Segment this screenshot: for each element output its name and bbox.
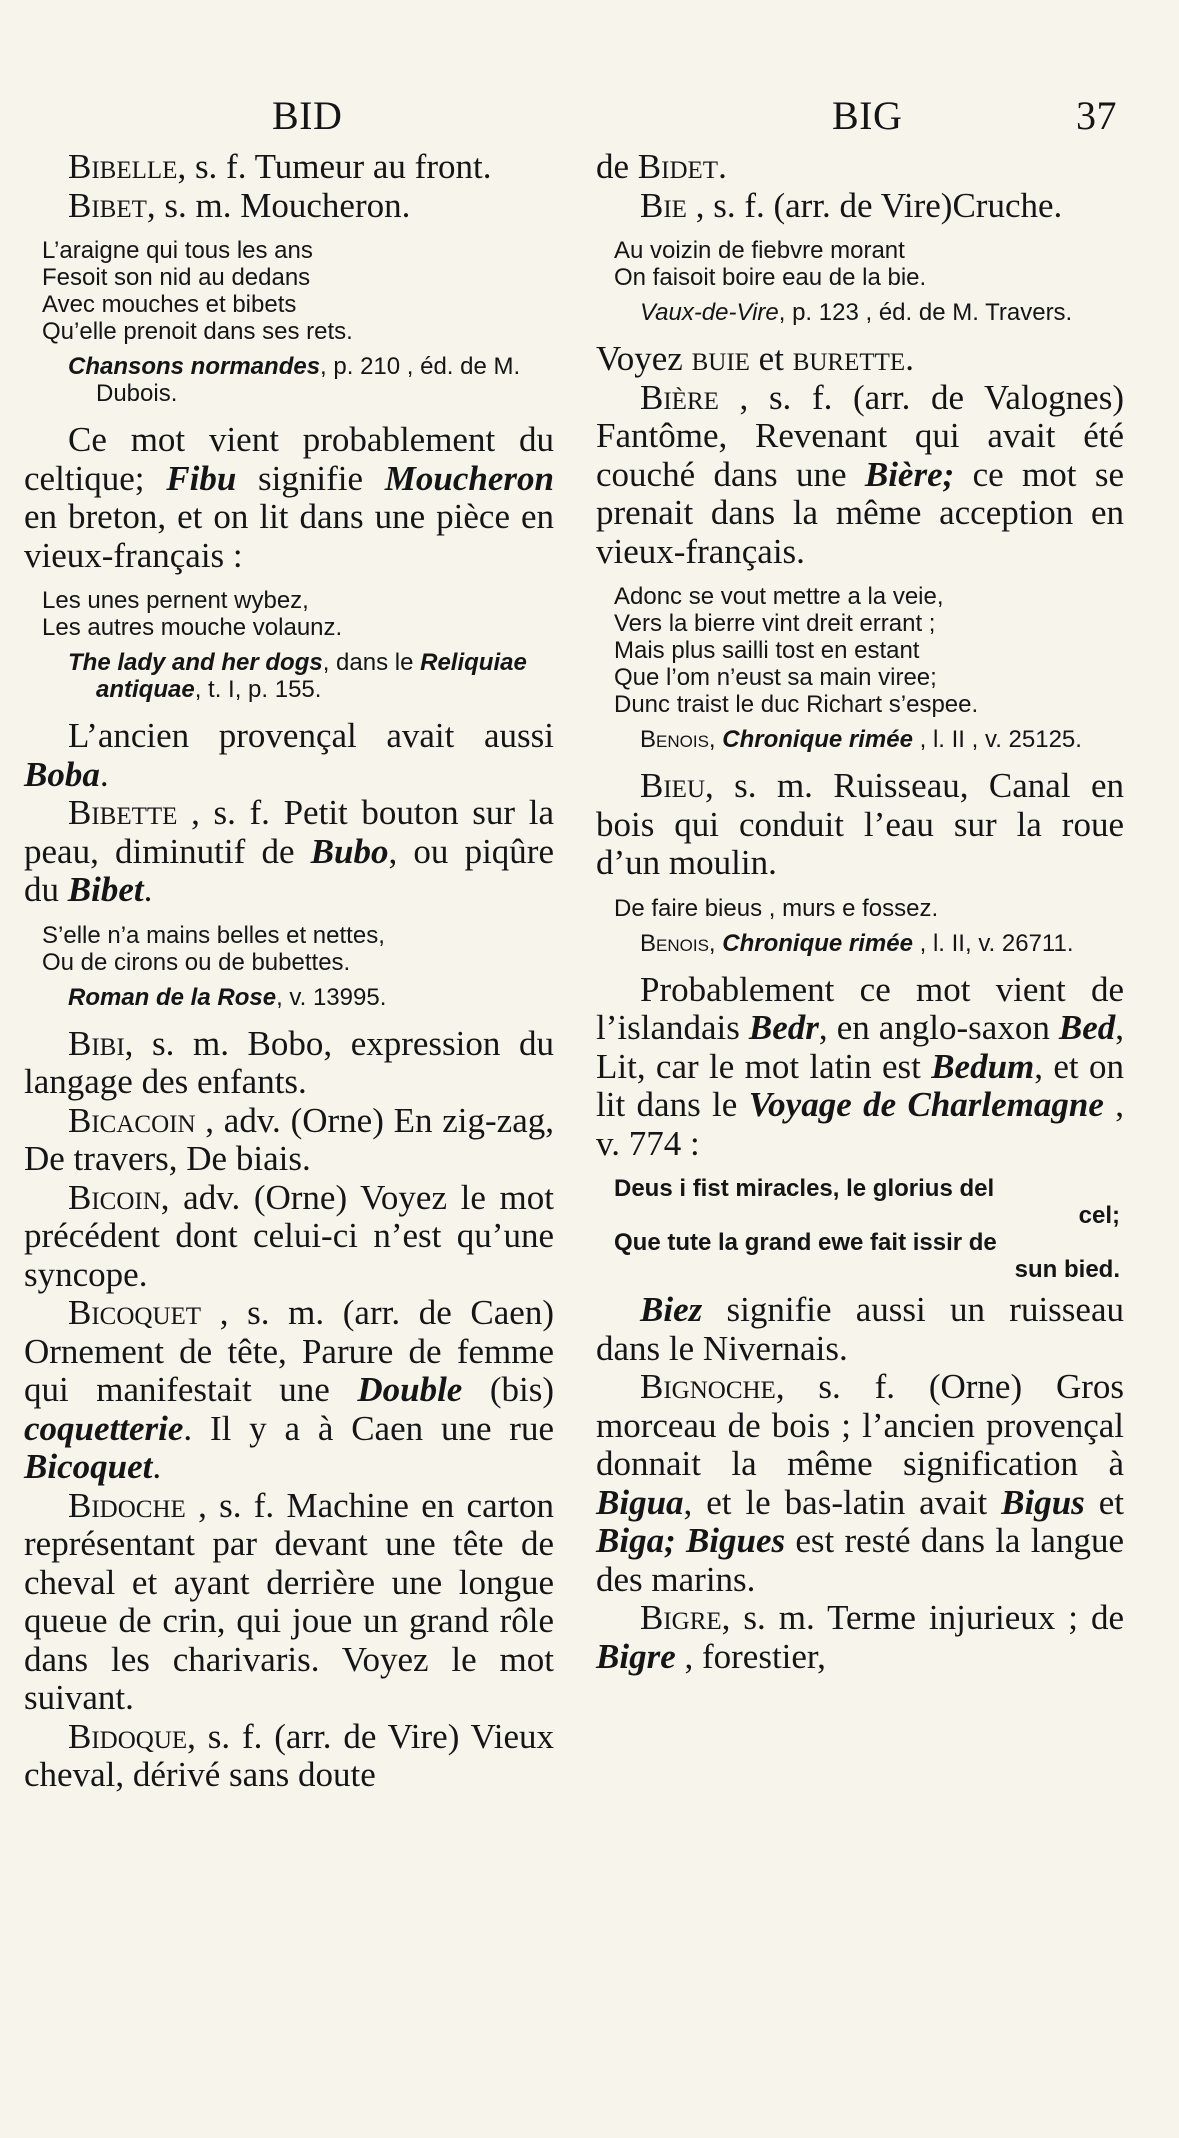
quote-line: Dunc traist le duc Richart s’espee. [614, 691, 979, 718]
quotation [614, 237, 1124, 291]
quote-line: Les unes pernent wybez, [42, 587, 309, 614]
quote-line: Adonc se vout mettre a la veie, [614, 583, 944, 610]
citation-source: Benois, Chronique rimée , l. II , v. 25125. [640, 726, 1082, 753]
headword: Bicoquet [68, 1293, 202, 1332]
entry-biere: Bière , s. f. (arr. de Valognes) Fantôme, Revenant qui avait été couché dans une Bière; ce mot se prenait dans la même acception en vieux-français. [596, 377, 1124, 571]
headword: Bibet [68, 185, 147, 225]
entry-bibi: Bibi, s. m. Bobo, expression du langage des enfants. [24, 1023, 554, 1101]
paragraph: Probablement ce mot vient de l’islandais Bedr, en anglo-saxon Bed, Lit, car le mot latin est Bedum, et on lit dans le Voyage de Charlemagne , v. 774 : [596, 969, 1125, 1163]
entry-continuation: de Bidet. [596, 147, 727, 186]
cross-reference: Voyez buie et burette. [596, 339, 914, 378]
entry-bignoche: Bignoche, s. f. (Orne) Gros morceau de bois ; l’ancien provençal donnait la même signification à Bigua, et le bas-latin avait Bigus et Biga; Bigues est resté dans la langue des marins. [596, 1367, 1124, 1599]
quote-line: sun bied. [1014, 1256, 1120, 1283]
entry-bibette: Bibette , s. f. Petit bouton sur la peau, diminutif de Bubo, ou piqûre du Bibet. [24, 793, 554, 909]
citation-source: The lady and her dogs, dans le Reliquiae antiquae, t. I, p. 155. [68, 649, 527, 703]
entry-bicoquet: Bicoquet , s. m. (arr. de Caen) Ornement de tête, Parure de femme qui manifestait une Double (bis) coquetterie. Il y a à Caen une rue Bicoquet. [24, 1293, 555, 1486]
headword: Bieu [640, 766, 705, 805]
running-head-right: BIG [832, 93, 903, 138]
quote-line: Avec mouches et bibets [42, 291, 297, 318]
quote-line: cel; [1078, 1202, 1120, 1229]
headword: Bicoin [68, 1177, 161, 1217]
quote-line: Deus i fist miracles, le glorius del [614, 1175, 995, 1202]
headword: Bidoque [68, 1716, 188, 1756]
quotation [42, 922, 554, 976]
headword: Bie [640, 185, 687, 225]
quotation [42, 587, 554, 641]
entry-bicoin: Bicoin, adv. (Orne) Voyez le mot précédent dont celui-ci n’est qu’une syncope. [24, 1177, 554, 1294]
entry-bie: Bie , s. f. (arr. de Vire)Cruche. [640, 185, 1063, 225]
quotation [42, 237, 554, 345]
quote-line: Vers la bierre vint dreit errant ; [614, 610, 936, 637]
left-column [24, 148, 554, 1795]
entry-bicacoin: Bicacoin , adv. (Orne) En zig-zag, De travers, De biais. [24, 1100, 554, 1178]
quote-line: Fesoit son nid au dedans [42, 264, 311, 291]
quotation [614, 583, 1124, 718]
quote-line: Que tute la grand ewe fait issir de [614, 1229, 997, 1256]
quote-line: Que l’om n’eust sa main viree; [614, 664, 937, 691]
quotation [614, 895, 1124, 922]
entry-bibelle: Bibelle, s. f. Tumeur au front. [68, 147, 492, 186]
quote-line: Ou de cirons ou de bubettes. [42, 948, 351, 976]
quote-line: S’elle n’a mains belles et nettes, [42, 921, 385, 949]
citation-source: Benois, Chronique rimée , l. II, v. 26711. [640, 929, 1074, 957]
headword: Bidoche [68, 1485, 186, 1525]
headword: Bigre [640, 1598, 722, 1637]
entry-bieu: Bieu, s. m. Ruisseau, Canal en bois qui conduit l’eau sur la roue d’un moulin. [596, 766, 1124, 882]
entry-bibet: Bibet, s. m. Moucheron. [68, 185, 411, 225]
quote-line: On faisoit boire eau de la bie. [614, 264, 927, 291]
citation-source: Chansons normandes, p. 210 , éd. de M. Dubois. [68, 353, 521, 407]
headword: Bibelle [68, 147, 178, 186]
headword: Bière [640, 377, 719, 417]
headword: Bibi [68, 1023, 125, 1063]
quote-line: L’araigne qui tous les ans [42, 237, 313, 264]
entry-bidoque: Bidoque, s. f. (arr. de Vire) Vieux cheval, dérivé sans doute [24, 1716, 554, 1794]
paragraph: Ce mot vient probablement du celtique; Fibu signifie Moucheron en breton, et on lit dans une pièce en vieux-français : [24, 420, 554, 575]
quote-line: De faire bieus , murs e fossez. [614, 894, 939, 922]
right-column [596, 148, 1124, 1676]
headword: Bibette [68, 793, 178, 832]
quote-line: Les autres mouche volaunz. [42, 614, 343, 641]
paragraph: L’ancien provençal avait aussi Boba. [24, 716, 554, 794]
running-head-left: BID [272, 93, 343, 138]
headword: Bicacoin [68, 1100, 196, 1140]
entry-bigre: Bigre, s. m. Terme injurieux ; de Bigre , forestier, [596, 1598, 1124, 1676]
quote-line: Mais plus sailli tost en estant [614, 637, 920, 664]
paragraph: Biez signifie aussi un ruisseau dans le Nivernais. [596, 1290, 1124, 1368]
quote-line: Au voizin de fiebvre morant [614, 237, 905, 264]
citation-source: Vaux-de-Vire, p. 123 , éd. de M. Travers. [640, 299, 1073, 326]
entry-bidoche: Bidoche , s. f. Machine en carton représentant par devant une tête de cheval et ayant derrière une longue queue de crin, qui joue un grand rôle dans les charivaris. Voyez le mot suivant. [24, 1485, 554, 1717]
headword: Bignoche [640, 1367, 776, 1406]
quotation [614, 1175, 1124, 1283]
citation-source: Roman de la Rose, v. 13995. [68, 983, 387, 1011]
quote-line: Qu’elle prenoit dans ses rets. [42, 318, 353, 345]
page-number: 37 [1076, 93, 1117, 138]
